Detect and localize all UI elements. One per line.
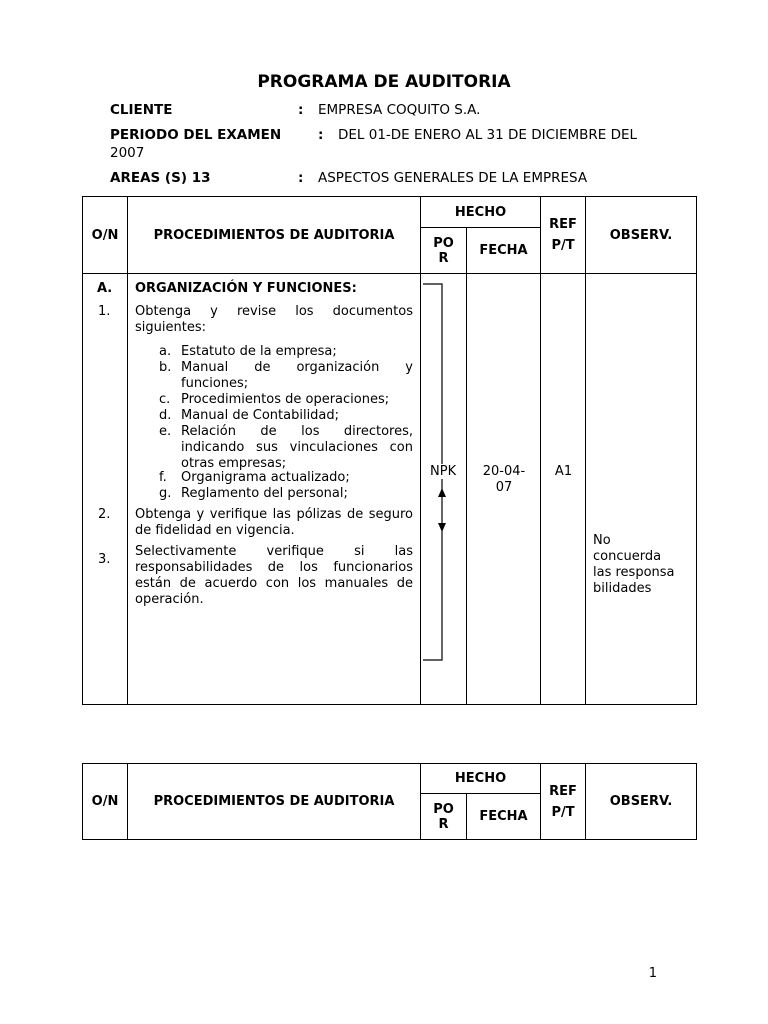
item-3-num: 3.	[98, 552, 111, 567]
col-observ-header: OBSERV.	[586, 197, 697, 274]
item-1-text: Obtenga y revise los documentos siguientes:	[135, 304, 413, 335]
subitem-g-letter: g.	[159, 486, 172, 501]
subitem-g-text: Reglamento del personal;	[181, 486, 348, 501]
observ-line-3: las responsa	[593, 565, 675, 580]
page-title: PROGRAMA DE AUDITORIA	[257, 72, 511, 92]
observ-line-4: bilidades	[593, 581, 652, 596]
col-procedimientos-header: PROCEDIMIENTOS DE AUDITORIA	[128, 764, 421, 840]
col-por-header	[421, 794, 467, 840]
periodo-value: DEL 01-DE ENERO AL 31 DE DICIEMBRE DEL	[338, 127, 638, 143]
section-letter: A.	[97, 281, 113, 296]
col-hecho-header: HECHO	[421, 764, 541, 794]
col-observ-header: OBSERV.	[586, 764, 697, 840]
bracket-arrow-icon	[421, 274, 467, 705]
por-line-2: R	[438, 250, 449, 266]
procedimientos-cell	[128, 274, 421, 705]
item-2-text: Obtenga y verifique las pólizas de seguro de fidelidad en vigencia.	[135, 507, 413, 538]
audit-table	[82, 196, 697, 705]
ref-line-2: P/T	[551, 804, 575, 820]
areas-value: ASPECTOS GENERALES DE LA EMPRESA	[318, 170, 588, 186]
ref-cell	[541, 274, 586, 705]
ref-line-2: P/T	[551, 238, 575, 253]
col-on-header: O/N	[83, 764, 128, 840]
por-line-1: PO	[433, 801, 454, 817]
ref-value: A1	[554, 464, 573, 479]
col-hecho-header: HECHO	[421, 197, 541, 228]
col-procedimientos-header: PROCEDIMIENTOS DE AUDITORIA	[128, 197, 421, 274]
fecha-line-2: 07	[495, 480, 513, 495]
subitem-b-letter: b.	[159, 360, 172, 375]
subitem-d-letter: d.	[159, 408, 172, 423]
areas-label: AREAS (S) 13	[110, 170, 211, 186]
col-fecha-header: FECHA	[467, 228, 541, 274]
col-por-header	[421, 228, 467, 274]
por-line-1: PO	[433, 235, 454, 251]
subitem-f-letter: f.	[159, 470, 167, 485]
periodo-colon: :	[318, 127, 324, 143]
observ-cell	[586, 274, 697, 705]
col-on-header: O/N	[83, 197, 128, 274]
subitem-a-text: Estatuto de la empresa;	[181, 344, 337, 359]
on-cell	[83, 274, 128, 705]
col-ref-header	[541, 197, 586, 274]
audit-table-2	[82, 763, 697, 840]
ref-line-1: REF	[549, 783, 577, 799]
fecha-cell	[467, 274, 541, 705]
cliente-label: CLIENTE	[110, 102, 173, 118]
ref-line-1: REF	[549, 217, 577, 232]
subitem-d-text: Manual de Contabilidad;	[181, 408, 340, 423]
item-2-num: 2.	[98, 507, 111, 522]
col-fecha-header: FECHA	[467, 794, 541, 840]
subitem-e-letter: e.	[159, 424, 172, 439]
table-row	[83, 274, 697, 705]
subitem-c-letter: c.	[159, 392, 171, 407]
subitem-b-text: Manual de organización y funciones;	[181, 360, 413, 391]
observ-line-2: concuerda	[593, 549, 662, 564]
periodo-label: PERIODO DEL EXAMEN	[110, 127, 282, 143]
por-line-2: R	[438, 816, 449, 832]
item-1-num: 1.	[98, 304, 111, 319]
por-value: NPK	[430, 464, 457, 479]
col-ref-header	[541, 764, 586, 840]
por-cell	[421, 274, 467, 705]
cliente-colon: :	[298, 102, 304, 118]
cliente-value: EMPRESA COQUITO S.A.	[318, 102, 481, 118]
section-heading: ORGANIZACIÓN Y FUNCIONES:	[135, 281, 357, 296]
subitem-a-letter: a.	[159, 344, 172, 359]
subitem-e-text: Relación de los directores, indicando sus vinculaciones con otras empresas;	[181, 424, 413, 471]
subitem-c-text: Procedimientos de operaciones;	[181, 392, 390, 407]
periodo-year: 2007	[110, 145, 145, 161]
areas-colon: :	[298, 170, 304, 186]
observ-line-1: No	[593, 533, 611, 548]
item-3-text: Selectivamente verifique si las responsabilidades de los funcionarios están de acuerdo con los manuales de operación.	[135, 544, 413, 607]
subitem-f-text: Organigrama actualizado;	[181, 470, 350, 485]
fecha-line-1: 20-04-	[482, 464, 526, 479]
page-number: 1	[648, 966, 657, 981]
